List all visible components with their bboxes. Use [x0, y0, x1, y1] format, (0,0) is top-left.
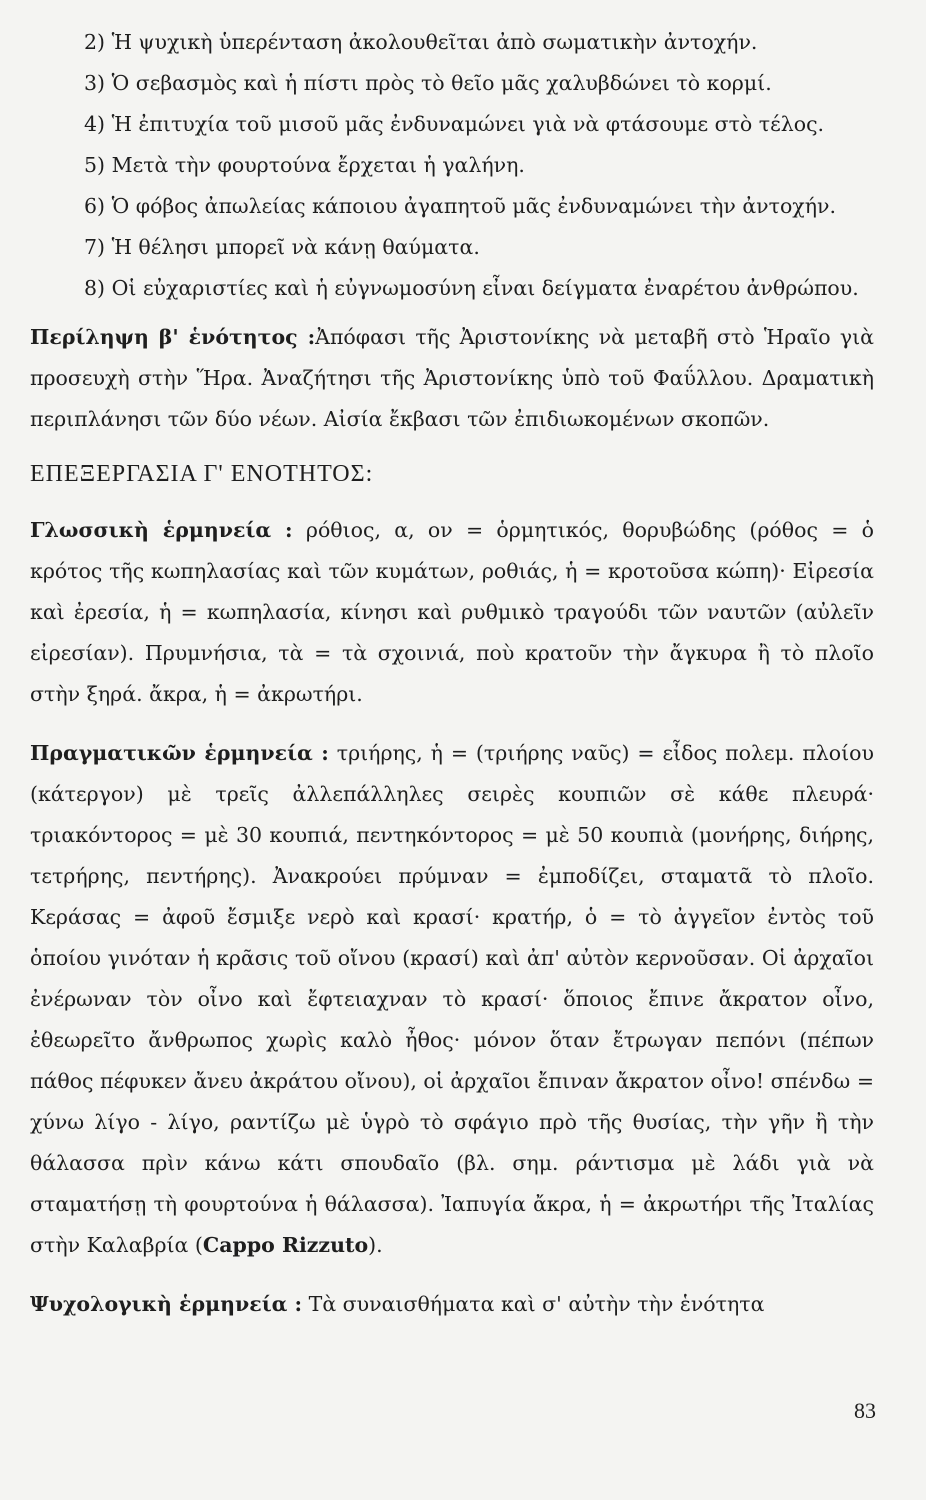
psychologiki-paragraph	[30, 1284, 874, 1325]
summary-label: Περίληψη β' ἑνότητος :	[30, 325, 316, 349]
list-item	[30, 104, 874, 145]
pragmatikon-text: τριήρης, ἡ = (τριήρης ναῦς) = εἶδος πολεμ. πλοίου (κάτεργον) μὲ τρεῖς ἀλλεπάλληλες σειρὲς κουπιῶν σὲ κάθε πλευρά· τριακόντορος = μὲ 30 κουπιά, πεντηκόντορος = μὲ 50 κουπιὰ (μονήρης, διήρης, τετρήρης, πεντήρης). Ἀνακρούει πρύμναν = ἐμποδίζει, σταματᾶ τὸ πλοῖο. Κεράσας = ἀφοῦ ἔσμιξε νερὸ καὶ κρασί· κρατήρ, ὁ = τὸ ἀγγεῖον ἐντὸς τοῦ ὁποίου γινόταν ἡ κρᾶσις τοῦ οἴνου (κρασί) καὶ ἀπ' αὐτὸν κερνοῦσαν. Οἱ ἀρχαῖοι ἐνέρωναν τὸν οἶνο καὶ ἔφτειαχναν τὸ κρασί· ὅποιος ἔπινε ἄκρατον οἶνο, ἐθεωρεῖτο ἄνθρωπος χωρὶς καλὸ ἦθος· μόνον ὅταν ἔτρωγαν πεπόνι (πέπων πάθος πέφυκεν ἄνευ ἀκράτου οἴνου), οἱ ἀρχαῖοι ἔπιναν ἄκρατον οἶνο! σπένδω = χύνω λίγο - λίγο, ραντίζω μὲ ὑγρὸ τὸ σφάγιο πρὸ τῆς θυσίας, τὴν γῆν ἢ τὴν θάλασσα πρὶν κάνω κάτι σπουδαῖο (βλ. σημ. ράντισμα μὲ λάδι γιὰ νὰ σταματήσῃ τὴ φουρτούνα ἡ θάλασσα). Ἰαπυγία ἄκρα, ἡ = ἀκρωτήρι τῆς Ἰταλίας στὴν Καλαβρία (	[30, 741, 874, 1257]
list-item	[30, 227, 874, 268]
item-number: 7)	[84, 235, 106, 259]
item-number: 8)	[84, 276, 106, 300]
item-number: 4)	[84, 112, 106, 136]
item-text: Ἡ ἐπιτυχία τοῦ μισοῦ μᾶς ἐνδυναμώνει γιὰ νὰ φτάσουμε στὸ τέλος.	[111, 112, 825, 136]
list-item	[30, 22, 874, 63]
list-item	[30, 63, 874, 104]
glossiki-label: Γλωσσικὴ ἑρμηνεία :	[30, 518, 293, 542]
item-text: Ὁ φόβος ἀπωλείας κάποιου ἀγαπητοῦ μᾶς ἐνδυναμώνει τὴν ἀντοχήν.	[111, 194, 836, 218]
section-heading: ΕΠΕΞΕΡΓΑΣΙΑ Γ' ΕΝΟΤΗΤΟΣ:	[30, 461, 374, 487]
list-item	[30, 145, 874, 186]
item-text: Οἱ εὐχαριστίες καὶ ἡ εὐγνωμοσύνη εἶναι δείγματα ἐναρέτου ἀνθρώπου.	[111, 276, 859, 300]
summary-text: Ἀπόφασι τῆς Ἀριστονίκης νὰ μεταβῆ στὸ Ἡραῖο γιὰ προσευχὴ στὴν Ἥρα. Ἀναζήτησι τῆς Ἀριστονίκης ὑπὸ τοῦ Φαΰλλου. Δραματικὴ περιπλάνησι τῶν δύο νέων. Αἰσία ἔκβασι τῶν ἐπιδιωκομένων σκοπῶν.	[30, 325, 874, 431]
item-text: Μετὰ τὴν φουρτούνα ἔρχεται ἡ γαλήνη.	[111, 153, 525, 177]
page-number: 83	[854, 1398, 876, 1423]
item-number: 6)	[84, 194, 106, 218]
item-text: Ἡ θέλησι μπορεῖ νὰ κάνῃ θαύματα.	[111, 235, 480, 259]
psychologiki-label: Ψυχολογικὴ ἑρμηνεία :	[30, 1292, 303, 1316]
item-number: 5)	[84, 153, 106, 177]
summary-paragraph	[30, 317, 874, 440]
item-text: Ἡ ψυχικὴ ὑπερένταση ἀκολουθεῖται ἀπὸ σωματικὴν ἀντοχήν.	[111, 30, 758, 54]
item-number: 3)	[84, 71, 106, 95]
pragmatikon-paragraph	[30, 733, 874, 1266]
numbered-list	[30, 22, 874, 309]
item-number: 2)	[84, 30, 106, 54]
psychologiki-text: Τὰ συναισθήματα καὶ σ' αὐτὴν τὴν ἑνότητα	[308, 1292, 765, 1316]
item-text: Ὁ σεβασμὸς καὶ ἡ πίστι πρὸς τὸ θεῖο μᾶς χαλυβδώνει τὸ κορμί.	[111, 71, 772, 95]
pragmatikon-bold-term: Cappo Rizzuto	[202, 1233, 369, 1257]
list-item	[30, 186, 874, 227]
pragmatikon-text-end: ).	[368, 1233, 383, 1257]
glossiki-paragraph	[30, 510, 874, 715]
list-item	[30, 268, 874, 309]
glossiki-text: ρόθιος, α, ον = ὁρμητικός, θορυβώδης (ρόθος = ὁ κρότος τῆς κωπηλασίας καὶ τῶν κυμάτων, ροθιάς, ἡ = κροτοῦσα κώπη)· Εἰρεσία καὶ ἐρεσία, ἡ = κωπηλασία, κίνησι καὶ ρυθμικὸ τραγούδι τῶν ναυτῶν (αὐλεῖν εἰρεσίαν). Πρυμνήσια, τὰ = τὰ σχοινιά, ποὺ κρατοῦν τὴν ἄγκυρα ἢ τὸ πλοῖο στὴν ξηρά. ἄκρα, ἡ = ἀκρωτήρι.	[30, 518, 874, 706]
pragmatikon-label: Πραγματικῶν ἑρμηνεία :	[30, 741, 329, 765]
